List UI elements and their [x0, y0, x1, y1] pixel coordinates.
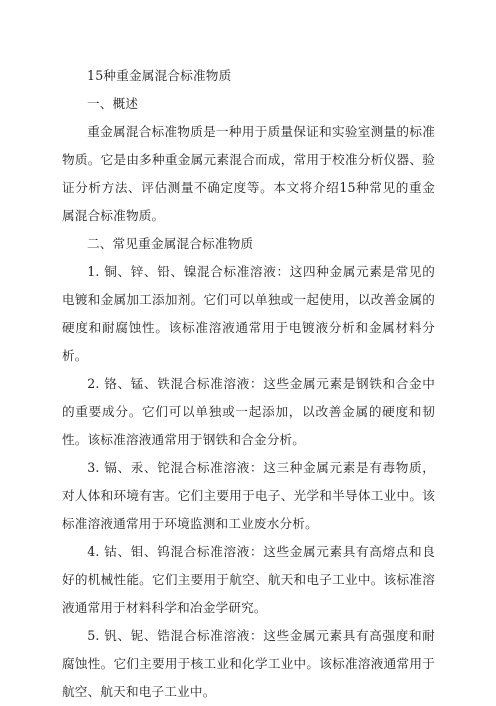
paragraph: 2. 铬、锰、铁混合标准溶液：这些金属元素是钢铁和合金中的重要成分。它们可以单独或一起添加，以改善金属的硬度和韧性。该标准溶液通常用于钢铁和合金分析。: [62, 376, 435, 447]
document-page: [62, 62, 435, 706]
paragraph: 4. 钴、钼、钨混合标准溶液：这些金属元素具有高熔点和良好的机械性能。它们主要用于航空、航天和电子工业中。该标准溶液通常用于材料科学和冶金学研究。: [62, 544, 435, 615]
section-heading: 二、常见重金属混合标准物质: [87, 236, 254, 251]
paragraph: 5. 钒、铌、锆混合标准溶液：这些金属元素具有高强度和耐腐蚀性。它们主要用于核工业和化学工业中。该标准溶液通常用于航空、航天和电子工业中。: [62, 628, 435, 699]
paragraph: 重金属混合标准物质是一种用于质量保证和实验室测量的标准物质。它是由多种重金属元素混合而成，常用于校准分析仪器、验证分析方法、评估测量不确定度等。本文将介绍15种常见的重金属混合标准物质。: [62, 124, 435, 223]
document-title: 15种重金属混合标准物质: [87, 68, 232, 83]
paragraph: 1. 铜、锌、铅、镍混合标准溶液：这四种金属元素是常见的电镀和金属加工添加剂。它们可以单独或一起使用，以改善金属的硬度和耐腐蚀性。该标准溶液通常用于电镀液分析和金属材料分析。: [62, 264, 435, 363]
section-heading: 一、概述: [87, 96, 139, 111]
paragraph: 3. 镉、汞、铊混合标准溶液：这三种金属元素是有毒物质，对人体和环境有害。它们主要用于电子、光学和半导体工业中。该标准溶液通常用于环境监测和工业废水分析。: [62, 460, 435, 531]
